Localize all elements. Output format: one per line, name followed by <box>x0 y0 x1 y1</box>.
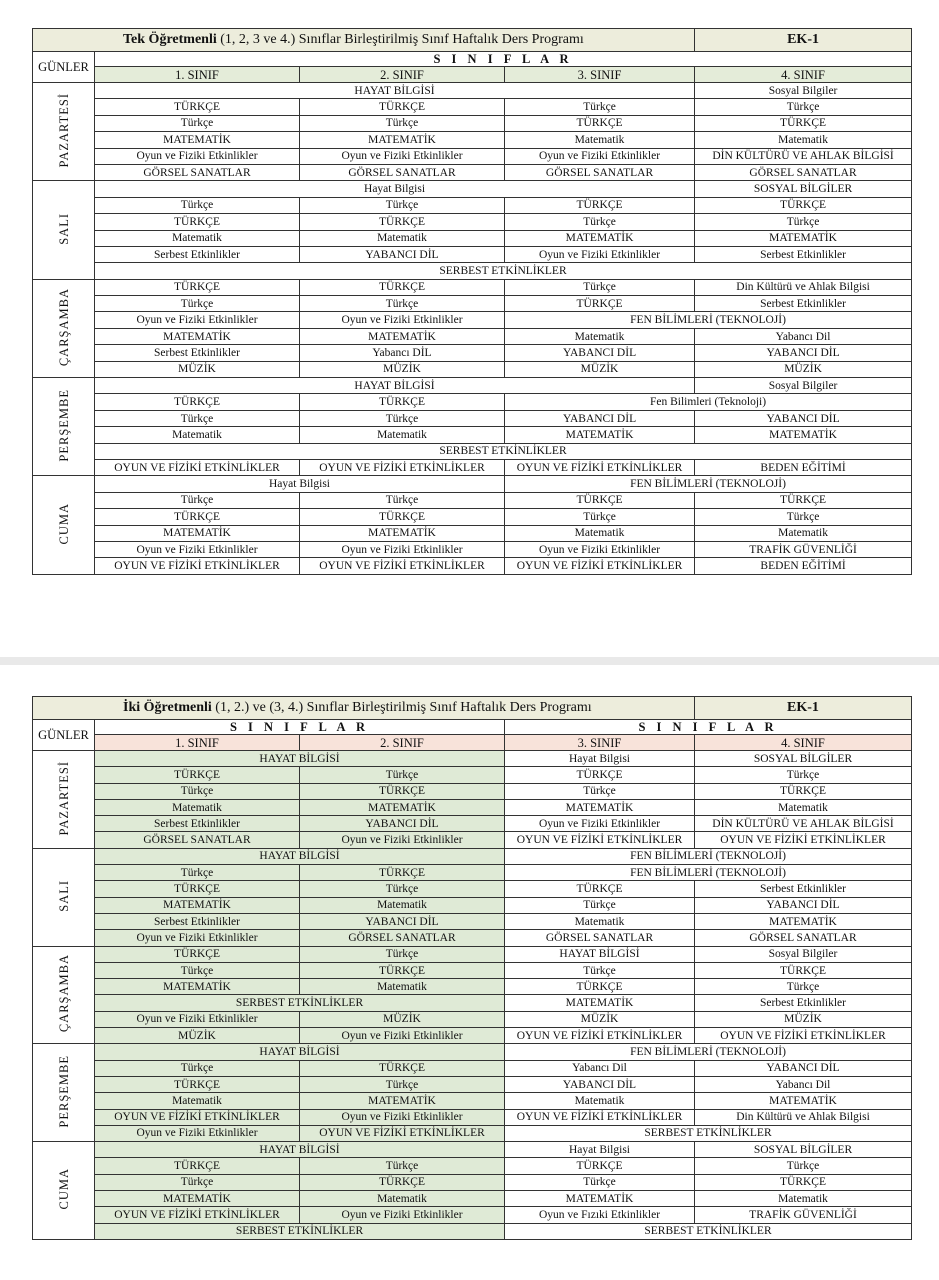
lesson-cell: GÖRSEL SANATLAR <box>95 164 300 180</box>
lesson-cell: TÜRKÇE <box>505 881 695 897</box>
lesson-cell: MATEMATİK <box>95 328 300 344</box>
lesson-cell: TÜRKÇE <box>505 197 695 213</box>
lesson-cell: YABANCI DİL <box>300 246 505 262</box>
lesson-cell: DİN KÜLTÜRÜ VE AHLAK BİLGİSİ <box>695 816 912 832</box>
siniflar-header-right: S I N I F L A R <box>505 720 912 735</box>
lesson-cell: MATEMATİK <box>695 913 912 929</box>
lesson-cell: Türkçe <box>505 962 695 978</box>
class-header-2: 2. SINIF <box>300 735 505 751</box>
lesson-cell: Matematik <box>505 1093 695 1109</box>
lesson-cell: FEN BİLİMLERİ (TEKNOLOJİ) <box>505 312 912 328</box>
lesson-cell: HAYAT BİLGİSİ <box>95 848 505 864</box>
lesson-cell: FEN BİLİMLERİ (TEKNOLOJİ) <box>505 865 912 881</box>
lesson-cell: MATEMATİK <box>95 979 300 995</box>
gunler-header: GÜNLER <box>33 52 95 83</box>
lesson-cell: MÜZİK <box>300 1011 505 1027</box>
lesson-cell: GÖRSEL SANATLAR <box>505 164 695 180</box>
lesson-cell: Matematik <box>695 525 912 541</box>
lesson-cell: Türkçe <box>505 279 695 295</box>
lesson-cell: Türkçe <box>95 962 300 978</box>
lesson-cell: OYUN VE FİZİKİ ETKİNLİKLER <box>300 558 505 574</box>
lesson-cell: Oyun ve Fiziki Etkinlikler <box>95 541 300 557</box>
lesson-cell: Serbest Etkinlikler <box>695 881 912 897</box>
lesson-cell: Oyun ve Fiziki Etkinlikler <box>95 148 300 164</box>
lesson-cell: TÜRKÇE <box>300 865 505 881</box>
lesson-cell: Türkçe <box>300 946 505 962</box>
lesson-cell: Oyun ve Fiziki Etkinlikler <box>300 148 505 164</box>
lesson-cell: Türkçe <box>505 783 695 799</box>
siniflar-header: S I N I F L A R <box>95 52 912 67</box>
lesson-cell: Oyun ve Fiziki Etkinlikler <box>300 832 505 848</box>
lesson-cell: Serbest Etkinlikler <box>95 246 300 262</box>
day-label-sali: SALI <box>33 848 95 946</box>
lesson-cell: TÜRKÇE <box>95 214 300 230</box>
lesson-cell: Oyun ve Fiziki Etkinlikler <box>505 246 695 262</box>
lesson-cell: Türkçe <box>505 509 695 525</box>
lesson-cell: Serbest Etkinlikler <box>95 816 300 832</box>
lesson-cell: Türkçe <box>505 99 695 115</box>
lesson-cell: Matematik <box>300 427 505 443</box>
lesson-cell: BEDEN EĞİTİMİ <box>695 459 912 475</box>
lesson-cell: Oyun ve Fiziki Etkinlikler <box>505 148 695 164</box>
lesson-cell: GÖRSEL SANATLAR <box>300 930 505 946</box>
lesson-cell: Hayat Bilgisi <box>95 476 505 492</box>
lesson-cell: MATEMATİK <box>300 328 505 344</box>
lesson-cell: MÜZİK <box>95 1028 300 1044</box>
lesson-cell: MATEMATİK <box>505 427 695 443</box>
two-teacher-schedule-sheet <box>0 688 939 1280</box>
lesson-cell: Matematik <box>695 799 912 815</box>
lesson-cell: TÜRKÇE <box>695 962 912 978</box>
lesson-cell: TÜRKÇE <box>300 214 505 230</box>
lesson-cell: Din Kültürü ve Ahlak Bilgisi <box>695 279 912 295</box>
lesson-cell: TÜRKÇE <box>300 962 505 978</box>
lesson-cell: OYUN VE FİZİKİ ETKİNLİKLER <box>505 459 695 475</box>
lesson-cell: Matematik <box>695 132 912 148</box>
lesson-cell: Oyun ve Fiziki Etkinlikler <box>95 1011 300 1027</box>
lesson-cell: Türkçe <box>300 410 505 426</box>
lesson-cell: Oyun ve Fiziki Etkinlikler <box>95 930 300 946</box>
lesson-cell: OYUN VE FİZİKİ ETKİNLİKLER <box>300 1125 505 1141</box>
lesson-cell: Türkçe <box>300 1158 505 1174</box>
lesson-cell: MÜZİK <box>505 361 695 377</box>
lesson-cell: Türkçe <box>95 783 300 799</box>
class-header-4: 4. SINIF <box>695 67 912 83</box>
lesson-cell: GÖRSEL SANATLAR <box>695 164 912 180</box>
single-teacher-schedule-table <box>32 28 912 575</box>
lesson-cell: Oyun ve Fiziki Etkinlikler <box>505 541 695 557</box>
lesson-cell: TÜRKÇE <box>95 767 300 783</box>
lesson-cell: TÜRKÇE <box>95 1076 300 1092</box>
lesson-cell: MÜZİK <box>695 361 912 377</box>
lesson-cell: Türkçe <box>505 1174 695 1190</box>
table-title: Tek Öğretmenli (1, 2, 3 ve 4.) Sınıflar Birleştirilmiş Sınıf Haftalık Ders Programı <box>33 29 695 52</box>
lesson-cell: Oyun ve Fiziki Etkinlikler <box>95 1125 300 1141</box>
lesson-cell: Serbest Etkinlikler <box>695 995 912 1011</box>
lesson-cell: YABANCI DİL <box>300 816 505 832</box>
lesson-cell: MATEMATİK <box>95 525 300 541</box>
lesson-cell: GÖRSEL SANATLAR <box>95 832 300 848</box>
lesson-cell: TÜRKÇE <box>695 783 912 799</box>
lesson-cell: Türkçe <box>300 197 505 213</box>
lesson-cell: Matematik <box>695 1191 912 1207</box>
lesson-cell: GÖRSEL SANATLAR <box>300 164 505 180</box>
lesson-cell: Oyun ve Fiziki Etkinlikler <box>300 1207 505 1223</box>
lesson-cell: Türkçe <box>695 509 912 525</box>
gunler-header: GÜNLER <box>33 720 95 751</box>
class-header-4: 4. SINIF <box>695 735 912 751</box>
lesson-cell: Türkçe <box>95 410 300 426</box>
lesson-cell: YABANCI DİL <box>300 913 505 929</box>
lesson-cell: OYUN VE FİZİKİ ETKİNLİKLER <box>505 558 695 574</box>
lesson-cell: MÜZİK <box>505 1011 695 1027</box>
lesson-cell: Türkçe <box>95 1060 300 1076</box>
lesson-cell: TÜRKÇE <box>505 115 695 131</box>
lesson-cell: Matematik <box>505 132 695 148</box>
lesson-cell: Hayat Bilgisi <box>505 1142 695 1158</box>
lesson-cell: Fen Bilimleri (Teknoloji) <box>505 394 912 410</box>
lesson-cell: Türkçe <box>695 979 912 995</box>
lesson-cell: Türkçe <box>95 1174 300 1190</box>
lesson-cell: HAYAT BİLGİSİ <box>95 83 695 99</box>
lesson-cell: MATEMATİK <box>300 525 505 541</box>
lesson-cell: Matematik <box>300 1191 505 1207</box>
lesson-cell: Serbest Etkinlikler <box>695 246 912 262</box>
lesson-cell: OYUN VE FİZİKİ ETKİNLİKLER <box>95 1207 300 1223</box>
day-label-persembe: PERŞEMBE <box>33 1044 95 1142</box>
lesson-cell: TÜRKÇE <box>95 1158 300 1174</box>
lesson-cell: TRAFİK GÜVENLİĞİ <box>695 541 912 557</box>
lesson-cell: Matematik <box>95 427 300 443</box>
lesson-cell: Serbest Etkinlikler <box>95 345 300 361</box>
lesson-cell: FEN BİLİMLERİ (TEKNOLOJİ) <box>505 476 912 492</box>
class-header-1: 1. SINIF <box>95 67 300 83</box>
lesson-cell: FEN BİLİMLERİ (TEKNOLOJİ) <box>505 1044 912 1060</box>
lesson-cell: Serbest Etkinlikler <box>95 913 300 929</box>
lesson-cell: TÜRKÇE <box>95 946 300 962</box>
lesson-cell: TÜRKÇE <box>95 99 300 115</box>
lesson-cell: OYUN VE FİZİKİ ETKİNLİKLER <box>505 1109 695 1125</box>
lesson-cell: TÜRKÇE <box>695 492 912 508</box>
lesson-cell: Sosyal Bilgiler <box>695 83 912 99</box>
lesson-cell: Türkçe <box>300 767 505 783</box>
lesson-cell: TÜRKÇE <box>95 881 300 897</box>
lesson-cell: Türkçe <box>695 214 912 230</box>
lesson-cell: OYUN VE FİZİKİ ETKİNLİKLER <box>95 459 300 475</box>
lesson-cell: MATEMATİK <box>300 1093 505 1109</box>
siniflar-header-left: S I N I F L A R <box>95 720 505 735</box>
lesson-cell: Türkçe <box>95 492 300 508</box>
lesson-cell: HAYAT BİLGİSİ <box>95 1142 505 1158</box>
class-header-3: 3. SINIF <box>505 67 695 83</box>
lesson-cell: YABANCI DİL <box>505 345 695 361</box>
lesson-cell: OYUN VE FİZİKİ ETKİNLİKLER <box>95 558 300 574</box>
lesson-cell: SOSYAL BİLGİLER <box>695 181 912 197</box>
lesson-cell: SERBEST ETKİNLİKLER <box>505 1223 912 1239</box>
lesson-cell: Türkçe <box>505 214 695 230</box>
two-teacher-schedule-table <box>32 696 912 1240</box>
lesson-cell: Matematik <box>95 1093 300 1109</box>
lesson-cell: OYUN VE FİZİKİ ETKİNLİKLER <box>300 459 505 475</box>
lesson-cell: MATEMATİK <box>300 132 505 148</box>
lesson-cell: Matematik <box>300 979 505 995</box>
lesson-cell: Matematik <box>300 897 505 913</box>
lesson-cell: MATEMATİK <box>95 132 300 148</box>
lesson-cell: OYUN VE FİZİKİ ETKİNLİKLER <box>95 1109 300 1125</box>
lesson-cell: Türkçe <box>695 99 912 115</box>
lesson-cell: Oyun ve Fiziki Etkinlikler <box>95 312 300 328</box>
lesson-cell: OYUN VE FİZİKİ ETKİNLİKLER <box>505 832 695 848</box>
class-header-3: 3. SINIF <box>505 735 695 751</box>
lesson-cell: YABANCI DİL <box>695 1060 912 1076</box>
lesson-cell: Türkçe <box>95 197 300 213</box>
lesson-cell: MATEMATİK <box>695 1093 912 1109</box>
day-label-pazartesi: PAZARTESİ <box>33 751 95 849</box>
day-label-carsamba: ÇARŞAMBA <box>33 279 95 377</box>
lesson-cell: TÜRKÇE <box>95 509 300 525</box>
lesson-cell: MATEMATİK <box>95 897 300 913</box>
day-label-sali: SALI <box>33 181 95 279</box>
lesson-cell: Türkçe <box>695 767 912 783</box>
lesson-cell: MÜZİK <box>95 361 300 377</box>
lesson-cell: Oyun ve Fiziki Etkinlikler <box>300 312 505 328</box>
lesson-cell: Sosyal Bilgiler <box>695 378 912 394</box>
lesson-cell: HAYAT BİLGİSİ <box>95 1044 505 1060</box>
day-label-persembe: PERŞEMBE <box>33 378 95 476</box>
lesson-cell: HAYAT BİLGİSİ <box>95 751 505 767</box>
lesson-cell: SERBEST ETKİNLİKLER <box>505 1125 912 1141</box>
lesson-cell: GÖRSEL SANATLAR <box>695 930 912 946</box>
lesson-cell: MATEMATİK <box>95 1191 300 1207</box>
lesson-cell: HAYAT BİLGİSİ <box>505 946 695 962</box>
lesson-cell: BEDEN EĞİTİMİ <box>695 558 912 574</box>
lesson-cell: Türkçe <box>300 115 505 131</box>
lesson-cell: YABANCI DİL <box>695 345 912 361</box>
lesson-cell: Din Kültürü ve Ahlak Bilgisi <box>695 1109 912 1125</box>
day-label-cuma: CUMA <box>33 476 95 574</box>
lesson-cell: TÜRKÇE <box>300 394 505 410</box>
lesson-cell: Türkçe <box>95 296 300 312</box>
lesson-cell: Türkçe <box>95 115 300 131</box>
lesson-cell: MATEMATİK <box>300 799 505 815</box>
lesson-cell: Oyun ve Fızıki Etkinlikler <box>505 1207 695 1223</box>
class-header-1: 1. SINIF <box>95 735 300 751</box>
lesson-cell: YABANCI DİL <box>505 1076 695 1092</box>
lesson-cell: TÜRKÇE <box>95 279 300 295</box>
lesson-cell: Türkçe <box>300 492 505 508</box>
lesson-cell: Matematik <box>505 525 695 541</box>
lesson-cell: SOSYAL BİLGİLER <box>695 1142 912 1158</box>
lesson-cell: Hayat Bilgisi <box>505 751 695 767</box>
lesson-cell: TÜRKÇE <box>300 509 505 525</box>
lesson-cell: SERBEST ETKİNLİKLER <box>95 263 912 279</box>
lesson-cell: Serbest Etkinlikler <box>695 296 912 312</box>
lesson-cell: TÜRKÇE <box>695 197 912 213</box>
lesson-cell: Matematik <box>505 328 695 344</box>
lesson-cell: TÜRKÇE <box>505 979 695 995</box>
lesson-cell: SERBEST ETKİNLİKLER <box>95 1223 505 1239</box>
lesson-cell: TÜRKÇE <box>300 1174 505 1190</box>
lesson-cell: MATEMATİK <box>505 230 695 246</box>
lesson-cell: TRAFİK GÜVENLİĞİ <box>695 1207 912 1223</box>
day-label-cuma: CUMA <box>33 1142 95 1240</box>
lesson-cell: Türkçe <box>300 296 505 312</box>
lesson-cell: TÜRKÇE <box>300 783 505 799</box>
ek-label: EK-1 <box>695 697 912 720</box>
lesson-cell: MATEMATİK <box>695 230 912 246</box>
day-label-pazartesi: PAZARTESİ <box>33 83 95 181</box>
lesson-cell: MATEMATİK <box>505 995 695 1011</box>
lesson-cell: TÜRKÇE <box>505 767 695 783</box>
lesson-cell: TÜRKÇE <box>300 99 505 115</box>
lesson-cell: SERBEST ETKİNLİKLER <box>95 995 505 1011</box>
lesson-cell: Oyun ve Fiziki Etkinlikler <box>300 1109 505 1125</box>
lesson-cell: Oyun ve Fiziki Etkinlikler <box>300 541 505 557</box>
lesson-cell: TÜRKÇE <box>695 115 912 131</box>
lesson-cell: Oyun ve Fiziki Etkinlikler <box>505 816 695 832</box>
lesson-cell: TÜRKÇE <box>505 1158 695 1174</box>
lesson-cell: FEN BİLİMLERİ (TEKNOLOJİ) <box>505 848 912 864</box>
lesson-cell: MÜZİK <box>695 1011 912 1027</box>
lesson-cell: Yabancı Dil <box>695 1076 912 1092</box>
lesson-cell: Matematik <box>505 913 695 929</box>
lesson-cell: MÜZİK <box>300 361 505 377</box>
lesson-cell: SERBEST ETKİNLİKLER <box>95 443 912 459</box>
lesson-cell: TÜRKÇE <box>300 1060 505 1076</box>
lesson-cell: OYUN VE FİZİKİ ETKİNLİKLER <box>695 1028 912 1044</box>
lesson-cell: YABANCI DİL <box>695 897 912 913</box>
lesson-cell: Türkçe <box>300 881 505 897</box>
table-title: İki Öğretmenli (1, 2.) ve (3, 4.) Sınıflar Birleştirilmiş Sınıf Haftalık Ders Programı <box>33 697 695 720</box>
lesson-cell: OYUN VE FİZİKİ ETKİNLİKLER <box>505 1028 695 1044</box>
lesson-cell: TÜRKÇE <box>505 296 695 312</box>
lesson-cell: TÜRKÇE <box>505 492 695 508</box>
lesson-cell: Türkçe <box>505 897 695 913</box>
lesson-cell: HAYAT BİLGİSİ <box>95 378 695 394</box>
lesson-cell: TÜRKÇE <box>95 394 300 410</box>
lesson-cell: MATEMATİK <box>505 1191 695 1207</box>
lesson-cell: Oyun ve Fiziki Etkinlikler <box>300 1028 505 1044</box>
lesson-cell: Matematik <box>95 799 300 815</box>
lesson-cell: OYUN VE FİZİKİ ETKİNLİKLER <box>695 832 912 848</box>
lesson-cell: GÖRSEL SANATLAR <box>505 930 695 946</box>
ek-label: EK-1 <box>695 29 912 52</box>
lesson-cell: SOSYAL BİLGİLER <box>695 751 912 767</box>
lesson-cell: DİN KÜLTÜRÜ VE AHLAK BİLGİSİ <box>695 148 912 164</box>
lesson-cell: TÜRKÇE <box>300 279 505 295</box>
lesson-cell: YABANCI DİL <box>695 410 912 426</box>
page-divider <box>0 657 939 665</box>
lesson-cell: YABANCI DİL <box>505 410 695 426</box>
day-label-carsamba: ÇARŞAMBA <box>33 946 95 1044</box>
lesson-cell: Yabancı DİL <box>300 345 505 361</box>
lesson-cell: Yabancı Dil <box>695 328 912 344</box>
lesson-cell: Türkçe <box>695 1158 912 1174</box>
lesson-cell: Türkçe <box>95 865 300 881</box>
lesson-cell: Sosyal Bilgiler <box>695 946 912 962</box>
lesson-cell: Hayat Bilgisi <box>95 181 695 197</box>
lesson-cell: MATEMATİK <box>695 427 912 443</box>
lesson-cell: MATEMATİK <box>505 799 695 815</box>
lesson-cell: Matematik <box>300 230 505 246</box>
class-header-2: 2. SINIF <box>300 67 505 83</box>
lesson-cell: TÜRKÇE <box>695 1174 912 1190</box>
lesson-cell: Matematik <box>95 230 300 246</box>
lesson-cell: Yabancı Dil <box>505 1060 695 1076</box>
lesson-cell: Türkçe <box>300 1076 505 1092</box>
